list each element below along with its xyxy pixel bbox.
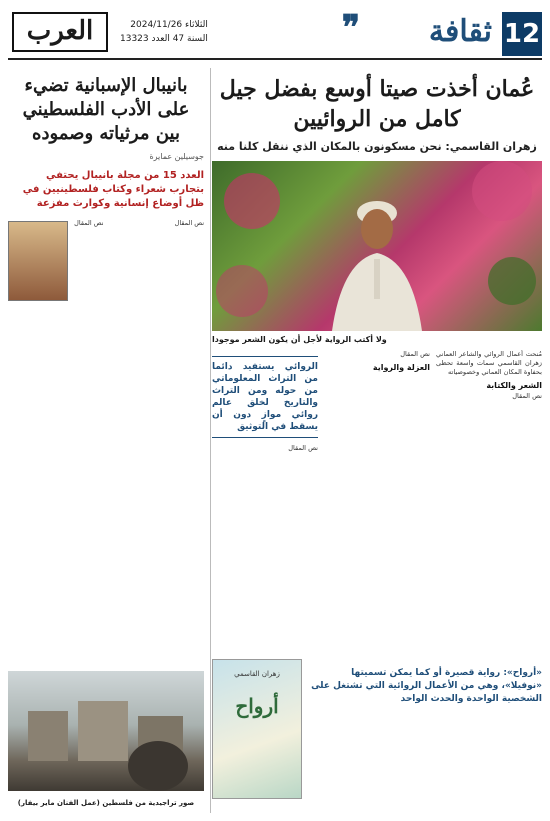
book-cover [212, 659, 302, 799]
book-feature [212, 659, 542, 809]
side-headline: بانيبال الإسبانية تضيء على الأدب الفلسطيني بين مرثياته وصموده [22, 75, 190, 144]
subsection-heading-2: العزلة والرواية [372, 363, 430, 372]
main-headline: عُمان أخذت صيتا أوسع بفضل جيل كامل من الروائيين [219, 76, 535, 132]
body-text: نص المقال [74, 219, 104, 227]
main-body-columns [212, 350, 542, 670]
pull-quote: الروائي يستفيد دائما من التراث المعلوماتي من حوله ومن التراث والتاريخ لخلق عالم روائي موازٍ دون أن يسقط في التوثيق [212, 356, 318, 438]
page-number-badge: 12 [502, 12, 542, 56]
body-column-2 [324, 350, 430, 670]
newspaper-logo: العرب [12, 12, 108, 52]
side-column-2 [8, 219, 104, 519]
main-article [212, 68, 542, 813]
quote-mark-icon: ❞ [341, 8, 360, 48]
side-highlight: العدد 15 من مجلة بانيبال يحتفي بتجارب شعراء وكتاب فلسطينيين في ظل أوضاع إنسانية وكوارث مفزعة [22, 170, 204, 209]
body-text: نص المقال [400, 350, 430, 358]
side-column-1 [109, 219, 205, 519]
artwork-illustration [8, 671, 204, 791]
feature-quote: «أرواح»: رواية قصيرة أو كما يمكن تسميتها «نوفيلا»، وهي من الأعمال الروائية التي تشتغل على الشخصية الواحدة والحدث الواحد [311, 668, 542, 704]
palestine-artwork [8, 671, 204, 791]
page-header [8, 8, 542, 60]
section-title: ثقافة [428, 14, 492, 49]
book-title: أرواح [235, 694, 279, 718]
author-photo [212, 161, 542, 331]
side-article [8, 68, 204, 813]
side-author: جوسيلين عمايرة [149, 152, 204, 161]
photo-caption: ولا أكتب الرواية لأجل أن يكون الشعر موجودا [212, 335, 387, 344]
issue-info [120, 18, 208, 46]
main-subhead: زهران القاسمي: نحن مسكونون بالمكان الذي ننقل كلنا منه [217, 140, 537, 153]
side-photo-caption: صور تراجيدية من فلسطين (عمل الفنان ماير بيفار) [17, 799, 195, 807]
body-column-1 [436, 350, 542, 670]
author-photo-illustration [212, 161, 542, 331]
column-divider [210, 68, 211, 813]
book-author: زهران القاسمي [234, 670, 280, 678]
magazine-cover-image [8, 221, 68, 301]
subsection-heading-1: الشعر والكتابة [486, 381, 542, 390]
date-line: الثلاثاء 2024/11/26 [130, 20, 208, 30]
issue-line: السنة 47 العدد 13323 [120, 34, 208, 44]
side-body-columns [8, 219, 204, 519]
body-text: نص المقال [288, 444, 318, 452]
body-text: نص المقال [512, 392, 542, 400]
lead-paragraph: مُنحت أعمال الروائي والشاعر العماني زهران القاسمي سمات واسعة تحظى بحفاوة المكان العماني وخصوصياته [436, 350, 542, 376]
body-column-3 [212, 350, 318, 670]
body-text: نص المقال [174, 219, 204, 227]
